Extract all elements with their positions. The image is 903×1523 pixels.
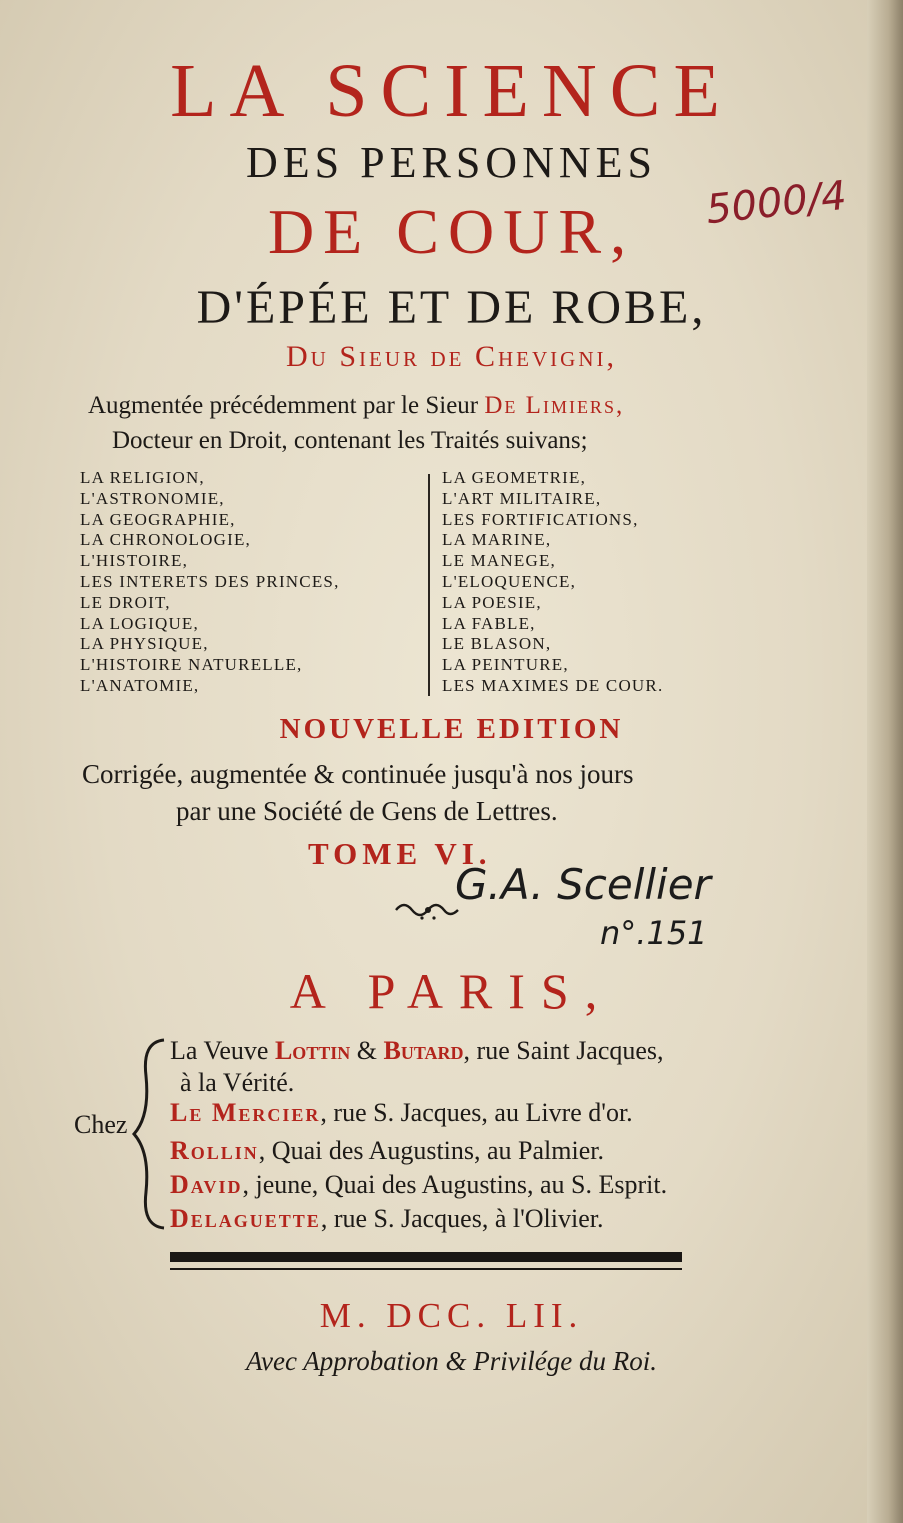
subject-right-item: LE BLASON, [442,634,552,654]
subject-left-item: LE DROIT, [80,592,171,612]
subject-left-item: LES INTERETS DES PRINCES, [80,571,340,591]
edition-line-2: par une Société de Gens de Lettres. [176,796,558,826]
subject-right-item: LE MANEGE, [442,551,556,571]
imprint-2-post: , rue S. Jacques, au Livre d'or. [320,1098,633,1127]
subject-left-item: LA GEOGRAPHIE, [80,509,236,529]
subject-left-item: L'HISTOIRE NATURELLE, [80,655,303,675]
publication-date: M. DCC. LII. [319,1296,584,1335]
brace-icon [128,1036,168,1232]
imprint-1-pre: La Veuve [170,1036,275,1065]
subject-left-item: L'ANATOMIE, [80,675,200,695]
imprint-3-post: , Quai des Augustins, au Palmier. [258,1136,604,1165]
chez-label: Chez [74,1110,128,1139]
imprint-1-post: , rue Saint Jacques, [463,1036,664,1065]
thin-rule [170,1268,682,1270]
subject-right-item: LA MARINE, [442,530,552,550]
subjects-right-column [442,468,663,697]
imprint-line-1-cont: à la Vérité. [180,1068,295,1097]
augment-line-1 [88,392,624,420]
title-line-2: DES PERSONNES [246,138,657,187]
ornament-icon [392,896,462,922]
imprint-line-5 [170,1204,604,1234]
subject-left-item: LA PHYSIQUE, [80,634,209,654]
imprint-2-name: Le Mercier [170,1098,321,1127]
imprint-1-name2: Butard [383,1036,464,1065]
subject-right-item: LA GEOMETRIE, [442,468,587,487]
handwritten-owner: G.A. Scellier [455,860,711,909]
subject-right-item: LA POESIE, [442,592,542,612]
subject-left-item: LA RELIGION, [80,468,205,487]
handwritten-number: n°.151 [600,914,708,952]
author-line: Du Sieur de Chevigni, [286,340,617,373]
place-of-publication: A PARIS, [289,963,614,1019]
imprint-1-mid: & [350,1036,384,1065]
subject-right-item: LES MAXIMES DE COUR. [442,675,664,695]
subject-right-item: LA PEINTURE, [442,655,569,675]
title-line-3: DE COUR, [267,196,636,267]
subject-left-item: LA CHRONOLOGIE, [80,530,251,550]
tome-number: TOME VI. [308,836,492,871]
subject-left-item: LA LOGIQUE, [80,613,199,633]
subject-right-item: L'ELOQUENCE, [442,571,577,591]
imprint-1-name: Lottin [274,1036,351,1065]
handwritten-shelfmark: 5000/4 [703,172,849,234]
imprint-4-name: David [170,1170,243,1199]
edition-line-1: Corrigée, augmentée & continuée jusqu'à nos jours [82,759,634,789]
imprint-5-name: Delaguette [170,1204,321,1233]
subject-right-item: LA FABLE, [442,613,536,633]
column-divider [428,474,430,696]
imprint-3-name: Rollin [170,1136,259,1165]
title-line-1: LA SCIENCE [170,49,733,133]
edition-title: NOUVELLE EDITION [279,713,624,745]
subjects-left-column [80,468,340,697]
thick-rule [170,1252,682,1262]
augment-line-2: Docteur en Droit, contenant les Traités suivans; [112,427,588,454]
imprint-line-4 [170,1170,667,1200]
augment-name: De Limiers, [484,392,625,419]
subject-right-item: L'ART MILITAIRE, [442,488,602,508]
augment-text: Augmentée précédemment par le Sieur [88,392,485,419]
imprint-line-1 [170,1036,664,1066]
subject-left-item: L'ASTRONOMIE, [80,488,225,508]
subject-left-item: L'HISTOIRE, [80,551,189,571]
subject-right-item: LES FORTIFICATIONS, [442,509,639,529]
privilege-line: Avec Approbation & Privilége du Roi. [246,1346,657,1376]
title-line-4: D'ÉPÉE ET DE ROBE, [196,281,707,334]
imprint-4-post: , jeune, Quai des Augustins, au S. Esprit. [242,1170,668,1199]
imprint-line-2 [170,1098,633,1128]
imprint-5-post: , rue S. Jacques, à l'Olivier. [320,1204,604,1233]
imprint-line-3 [170,1136,604,1166]
